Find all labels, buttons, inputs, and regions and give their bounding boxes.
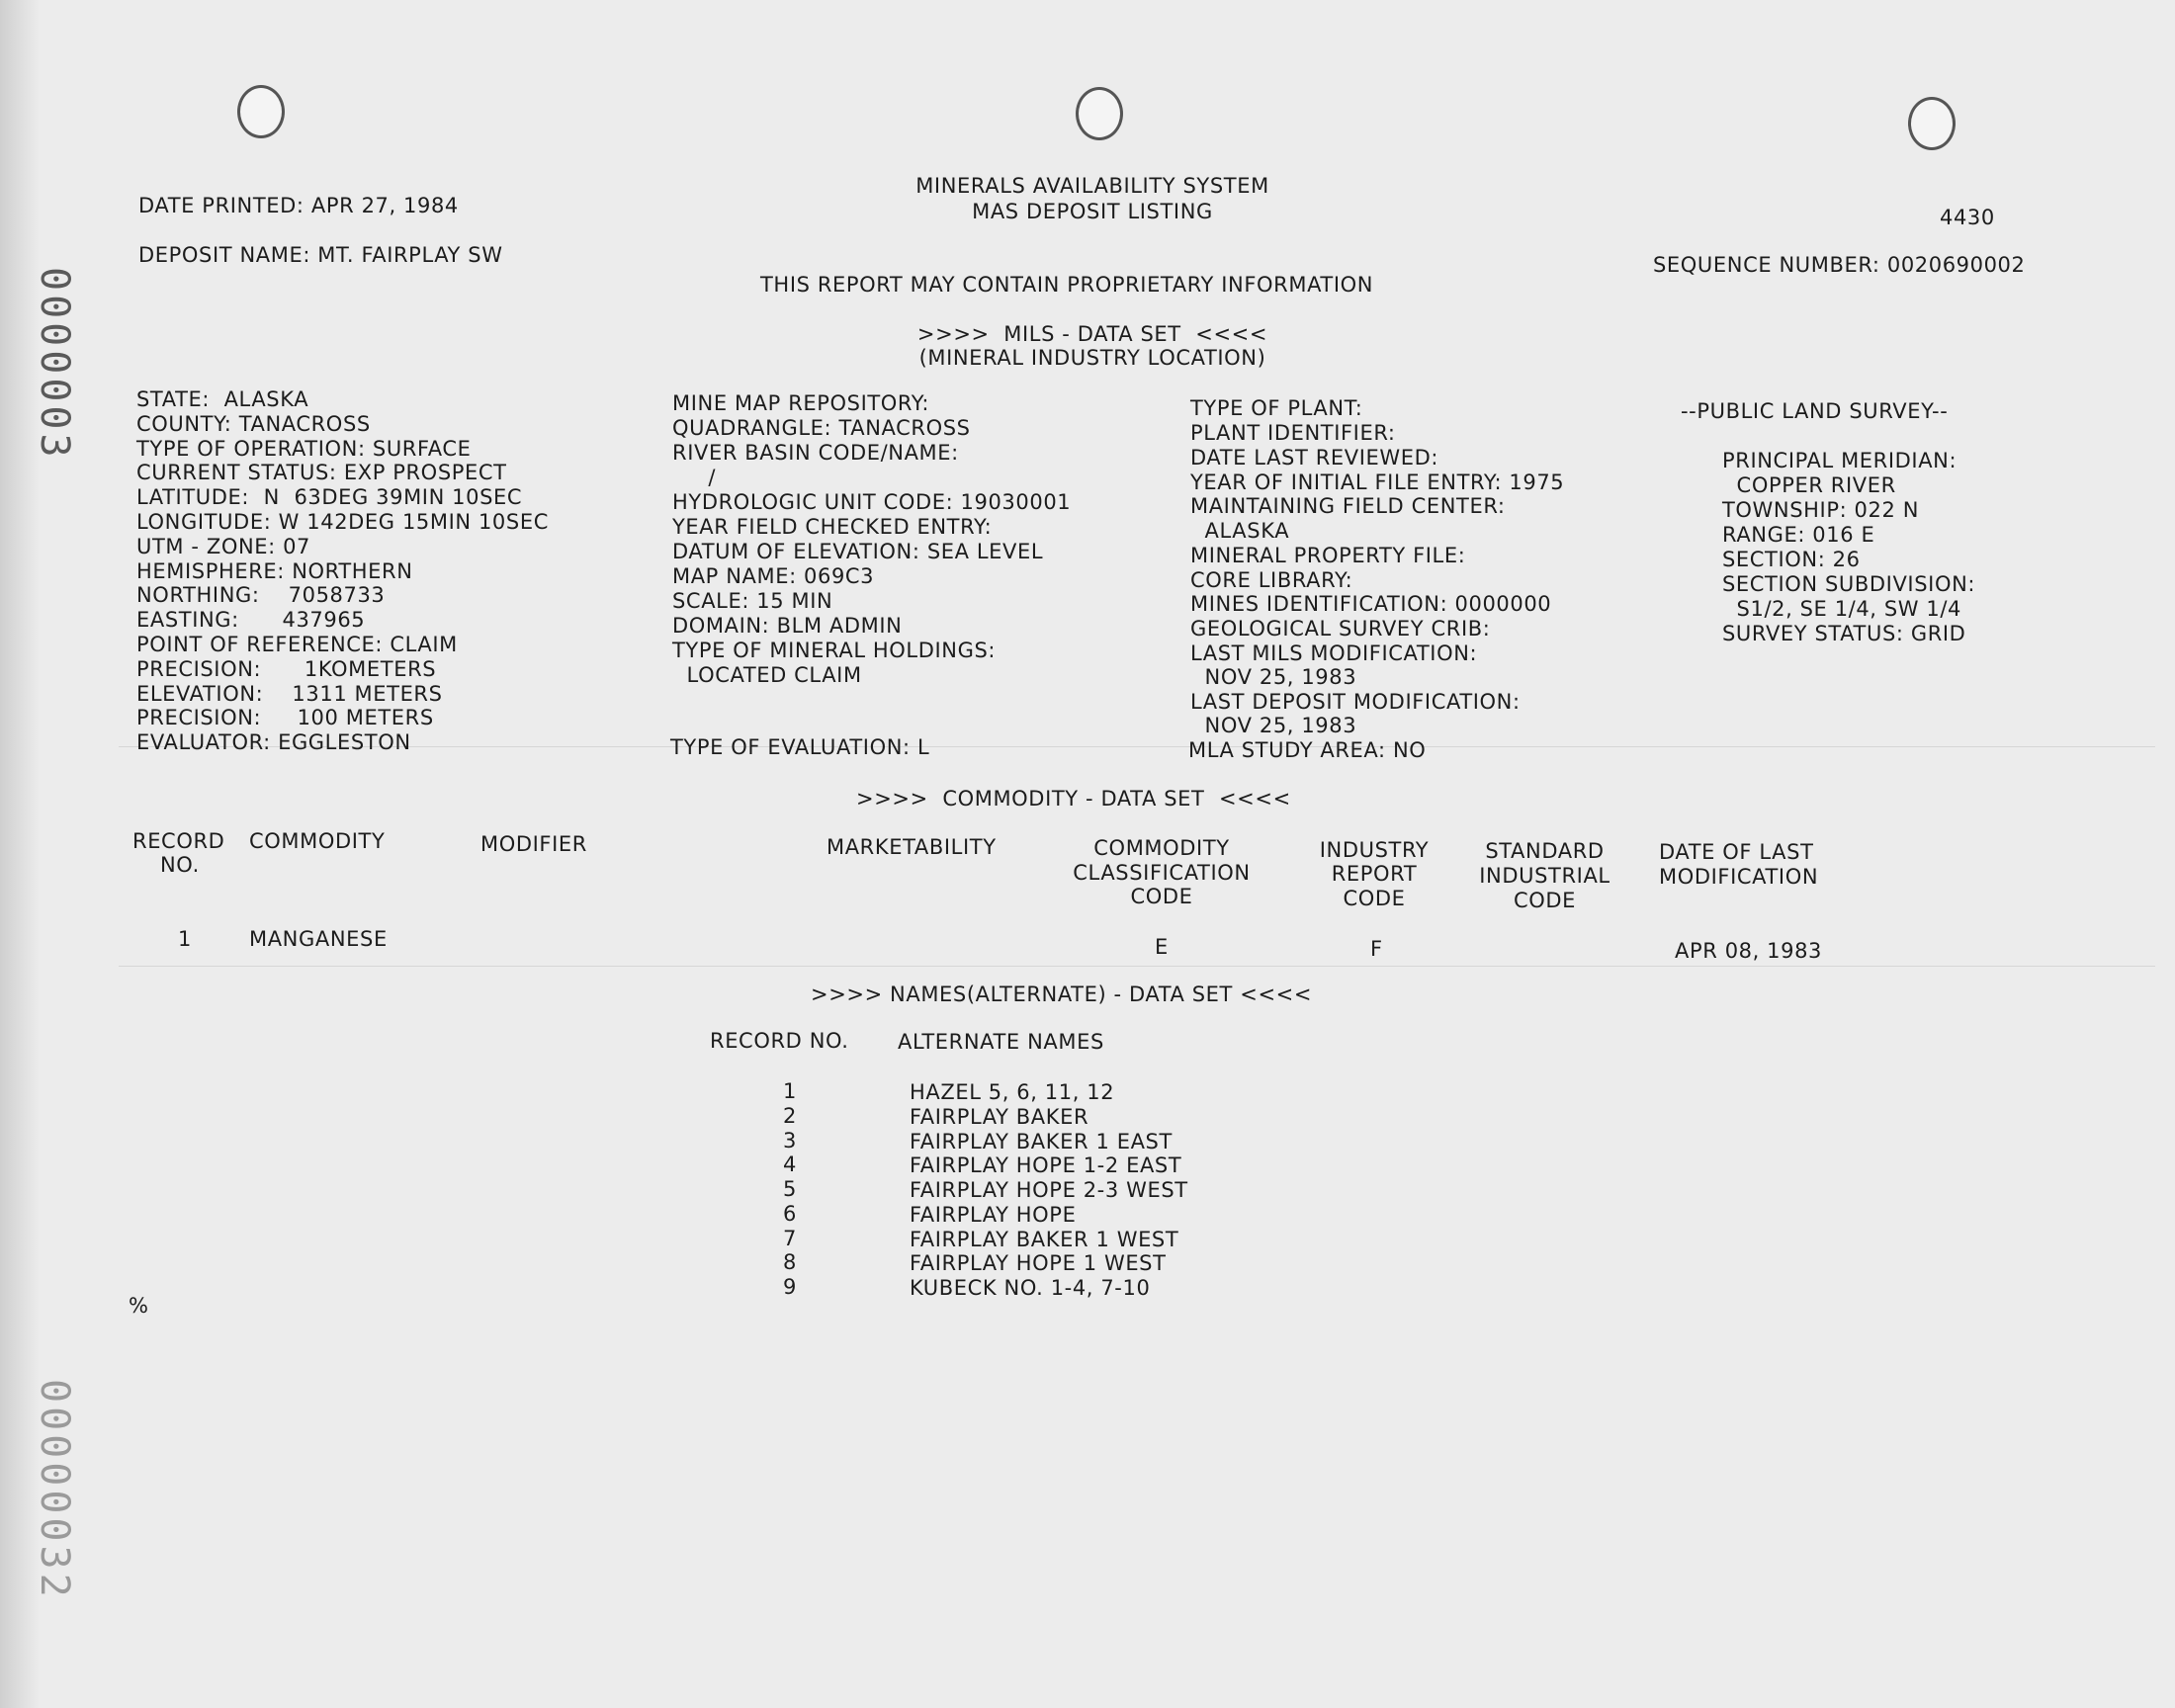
col-header-industry: CODE	[1343, 887, 1406, 910]
field-line: MAINTAINING FIELD CENTER:	[1190, 494, 1506, 518]
col-header-class: COMMODITY	[1093, 836, 1230, 860]
alternate-name: FAIRPLAY HOPE 2-3 WEST	[910, 1178, 1188, 1202]
field-line: GEOLOGICAL SURVEY CRIB:	[1190, 617, 1491, 640]
name-record-no: 1	[783, 1079, 797, 1103]
col-header-date: DATE OF LAST	[1659, 840, 1814, 864]
field-line: SECTION SUBDIVISION:	[1722, 572, 1976, 596]
field-line: TYPE OF OPERATION: SURFACE	[136, 437, 472, 461]
field-line: LOCATED CLAIM	[672, 663, 862, 687]
field-line: PLANT IDENTIFIER:	[1190, 421, 1396, 445]
name-record-no: 4	[783, 1153, 797, 1176]
field-line: SCALE: 15 MIN	[672, 589, 833, 613]
field-line: DATUM OF ELEVATION: SEA LEVEL	[672, 540, 1044, 563]
col-header-alternate-names: ALTERNATE NAMES	[898, 1030, 1104, 1054]
punch-hole-left	[237, 85, 285, 138]
field-line: QUADRANGLE: TANACROSS	[672, 416, 971, 440]
field-line: EASTING: 437965	[136, 608, 366, 632]
field-line: LAST MILS MODIFICATION:	[1190, 641, 1478, 665]
field-line: SECTION: 26	[1722, 548, 1861, 571]
proprietary-notice: THIS REPORT MAY CONTAIN PROPRIETARY INFORMATION	[760, 273, 1374, 297]
field-line: NORTHING: 7058733	[136, 583, 386, 607]
field-line: TYPE OF PLANT:	[1190, 396, 1363, 420]
field-line: MINES IDENTIFICATION: 0000000	[1190, 592, 1552, 616]
col-header-modifier: MODIFIER	[480, 832, 587, 856]
col-header-date: MODIFICATION	[1659, 865, 1819, 889]
col-header-record: RECORD	[132, 829, 225, 853]
name-record-no: 9	[783, 1275, 797, 1299]
field-line: NOV 25, 1983	[1190, 714, 1357, 737]
field-line: TYPE OF MINERAL HOLDINGS:	[672, 639, 997, 662]
field-line: /	[672, 466, 717, 489]
field-line: YEAR FIELD CHECKED ENTRY:	[672, 515, 993, 539]
system-title: MINERALS AVAILABILITY SYSTEM	[915, 174, 1269, 198]
field-line: ELEVATION: 1311 METERS	[136, 682, 443, 706]
alternate-name: FAIRPLAY BAKER 1 EAST	[910, 1130, 1173, 1153]
field-line: HYDROLOGIC UNIT CODE: 19030001	[672, 490, 1072, 514]
field-line: STATE: ALASKA	[136, 387, 309, 411]
field-line: COPPER RIVER	[1722, 473, 1896, 497]
field-line: DOMAIN: BLM ADMIN	[672, 614, 903, 638]
deposit-name: DEPOSIT NAME: MT. FAIRPLAY SW	[138, 243, 503, 267]
field-line: EVALUATOR: EGGLESTON	[136, 730, 411, 754]
punch-hole-center	[1076, 87, 1123, 140]
field-line: RANGE: 016 E	[1722, 523, 1875, 547]
field-line: RIVER BASIN CODE/NAME:	[672, 441, 959, 465]
col-header-sic: INDUSTRIAL	[1479, 864, 1610, 888]
field-line: PRINCIPAL MERIDIAN:	[1722, 449, 1958, 472]
cell-industry-code: F	[1370, 937, 1383, 961]
field-line: S1/2, SE 1/4, SW 1/4	[1722, 597, 1962, 621]
field-line: NOV 25, 1983	[1190, 665, 1357, 689]
field-line: POINT OF REFERENCE: CLAIM	[136, 633, 458, 656]
print-line	[119, 746, 2155, 747]
field-line: HEMISPHERE: NORTHERN	[136, 559, 413, 583]
field-line: ALASKA	[1190, 519, 1290, 543]
field-line: CURRENT STATUS: EXP PROSPECT	[136, 461, 507, 484]
page-number: 4430	[1940, 206, 1995, 229]
field-line: LAST DEPOSIT MODIFICATION:	[1190, 690, 1521, 714]
field-line: YEAR OF INITIAL FILE ENTRY: 1975	[1190, 470, 1565, 494]
col-header-record-no: NO.	[160, 853, 200, 877]
type-of-evaluation: TYPE OF EVALUATION: L	[670, 735, 930, 759]
col-header-sic: CODE	[1513, 889, 1577, 912]
bates-stamp-top: 0000003	[32, 267, 77, 462]
field-line: PRECISION: 100 METERS	[136, 706, 434, 729]
col-header-marketability: MARKETABILITY	[826, 835, 997, 859]
col-header-commodity: COMMODITY	[249, 829, 386, 853]
col-header-class: CLASSIFICATION	[1073, 861, 1251, 885]
field-line: DATE LAST REVIEWED:	[1190, 446, 1439, 470]
alternate-name: FAIRPLAY BAKER 1 WEST	[910, 1228, 1179, 1251]
alternate-name: FAIRPLAY BAKER	[910, 1105, 1089, 1129]
name-record-no: 8	[783, 1250, 797, 1274]
name-record-no: 5	[783, 1177, 797, 1201]
field-line: CORE LIBRARY:	[1190, 568, 1353, 592]
cell-record: 1	[178, 927, 192, 951]
name-record-no: 3	[783, 1129, 797, 1153]
footer-mark: %	[129, 1294, 149, 1318]
cell-class-code: E	[1155, 935, 1169, 959]
field-line: UTM - ZONE: 07	[136, 535, 311, 558]
field-line: TOWNSHIP: 022 N	[1722, 498, 1920, 522]
alternate-name: FAIRPLAY HOPE 1-2 EAST	[910, 1153, 1182, 1177]
alternate-name: KUBECK NO. 1-4, 7-10	[910, 1276, 1151, 1300]
field-line: MLA STUDY AREA: NO	[1188, 738, 1427, 762]
names-section-title: >>>> NAMES(ALTERNATE) - DATA SET <<<<	[811, 982, 1313, 1006]
listing-title: MAS DEPOSIT LISTING	[972, 200, 1213, 223]
mils-section-title: >>>> MILS - DATA SET <<<<	[916, 322, 1268, 346]
punch-hole-right	[1908, 97, 1956, 150]
field-line: MINERAL PROPERTY FILE:	[1190, 544, 1466, 567]
plss-title: --PUBLIC LAND SURVEY--	[1681, 399, 1949, 423]
alternate-name: FAIRPLAY HOPE 1 WEST	[910, 1251, 1167, 1275]
field-line: LATITUDE: N 63DEG 39MIN 10SEC	[136, 485, 523, 509]
field-line: LONGITUDE: W 142DEG 15MIN 10SEC	[136, 510, 549, 534]
col-header-sic: STANDARD	[1485, 839, 1605, 863]
alternate-name: FAIRPLAY HOPE	[910, 1203, 1077, 1227]
name-record-no: 6	[783, 1202, 797, 1226]
cell-commodity: MANGANESE	[249, 927, 388, 951]
field-line: PRECISION: 1KOMETERS	[136, 657, 437, 681]
sequence-number: SEQUENCE NUMBER: 0020690002	[1653, 253, 2026, 277]
name-record-no: 7	[783, 1227, 797, 1250]
date-printed: DATE PRINTED: APR 27, 1984	[138, 194, 459, 217]
col-header-class: CODE	[1130, 885, 1193, 908]
field-line: COUNTY: TANACROSS	[136, 412, 371, 436]
field-line: MAP NAME: 069C3	[672, 564, 875, 588]
col-header-industry: REPORT	[1331, 862, 1418, 886]
name-record-no: 2	[783, 1104, 797, 1128]
field-line: MINE MAP REPOSITORY:	[672, 391, 930, 415]
mils-section-subtitle: (MINERAL INDUSTRY LOCATION)	[918, 346, 1266, 370]
col-header-industry: INDUSTRY	[1319, 838, 1430, 862]
print-line	[119, 966, 2155, 967]
field-line: SURVEY STATUS: GRID	[1722, 622, 1966, 645]
commodity-section-title: >>>> COMMODITY - DATA SET <<<<	[856, 787, 1291, 811]
cell-date: APR 08, 1983	[1675, 939, 1823, 963]
col-header-record-no: RECORD NO.	[710, 1029, 849, 1053]
bates-stamp-bottom: 00000032	[32, 1379, 77, 1601]
alternate-name: HAZEL 5, 6, 11, 12	[910, 1080, 1115, 1104]
